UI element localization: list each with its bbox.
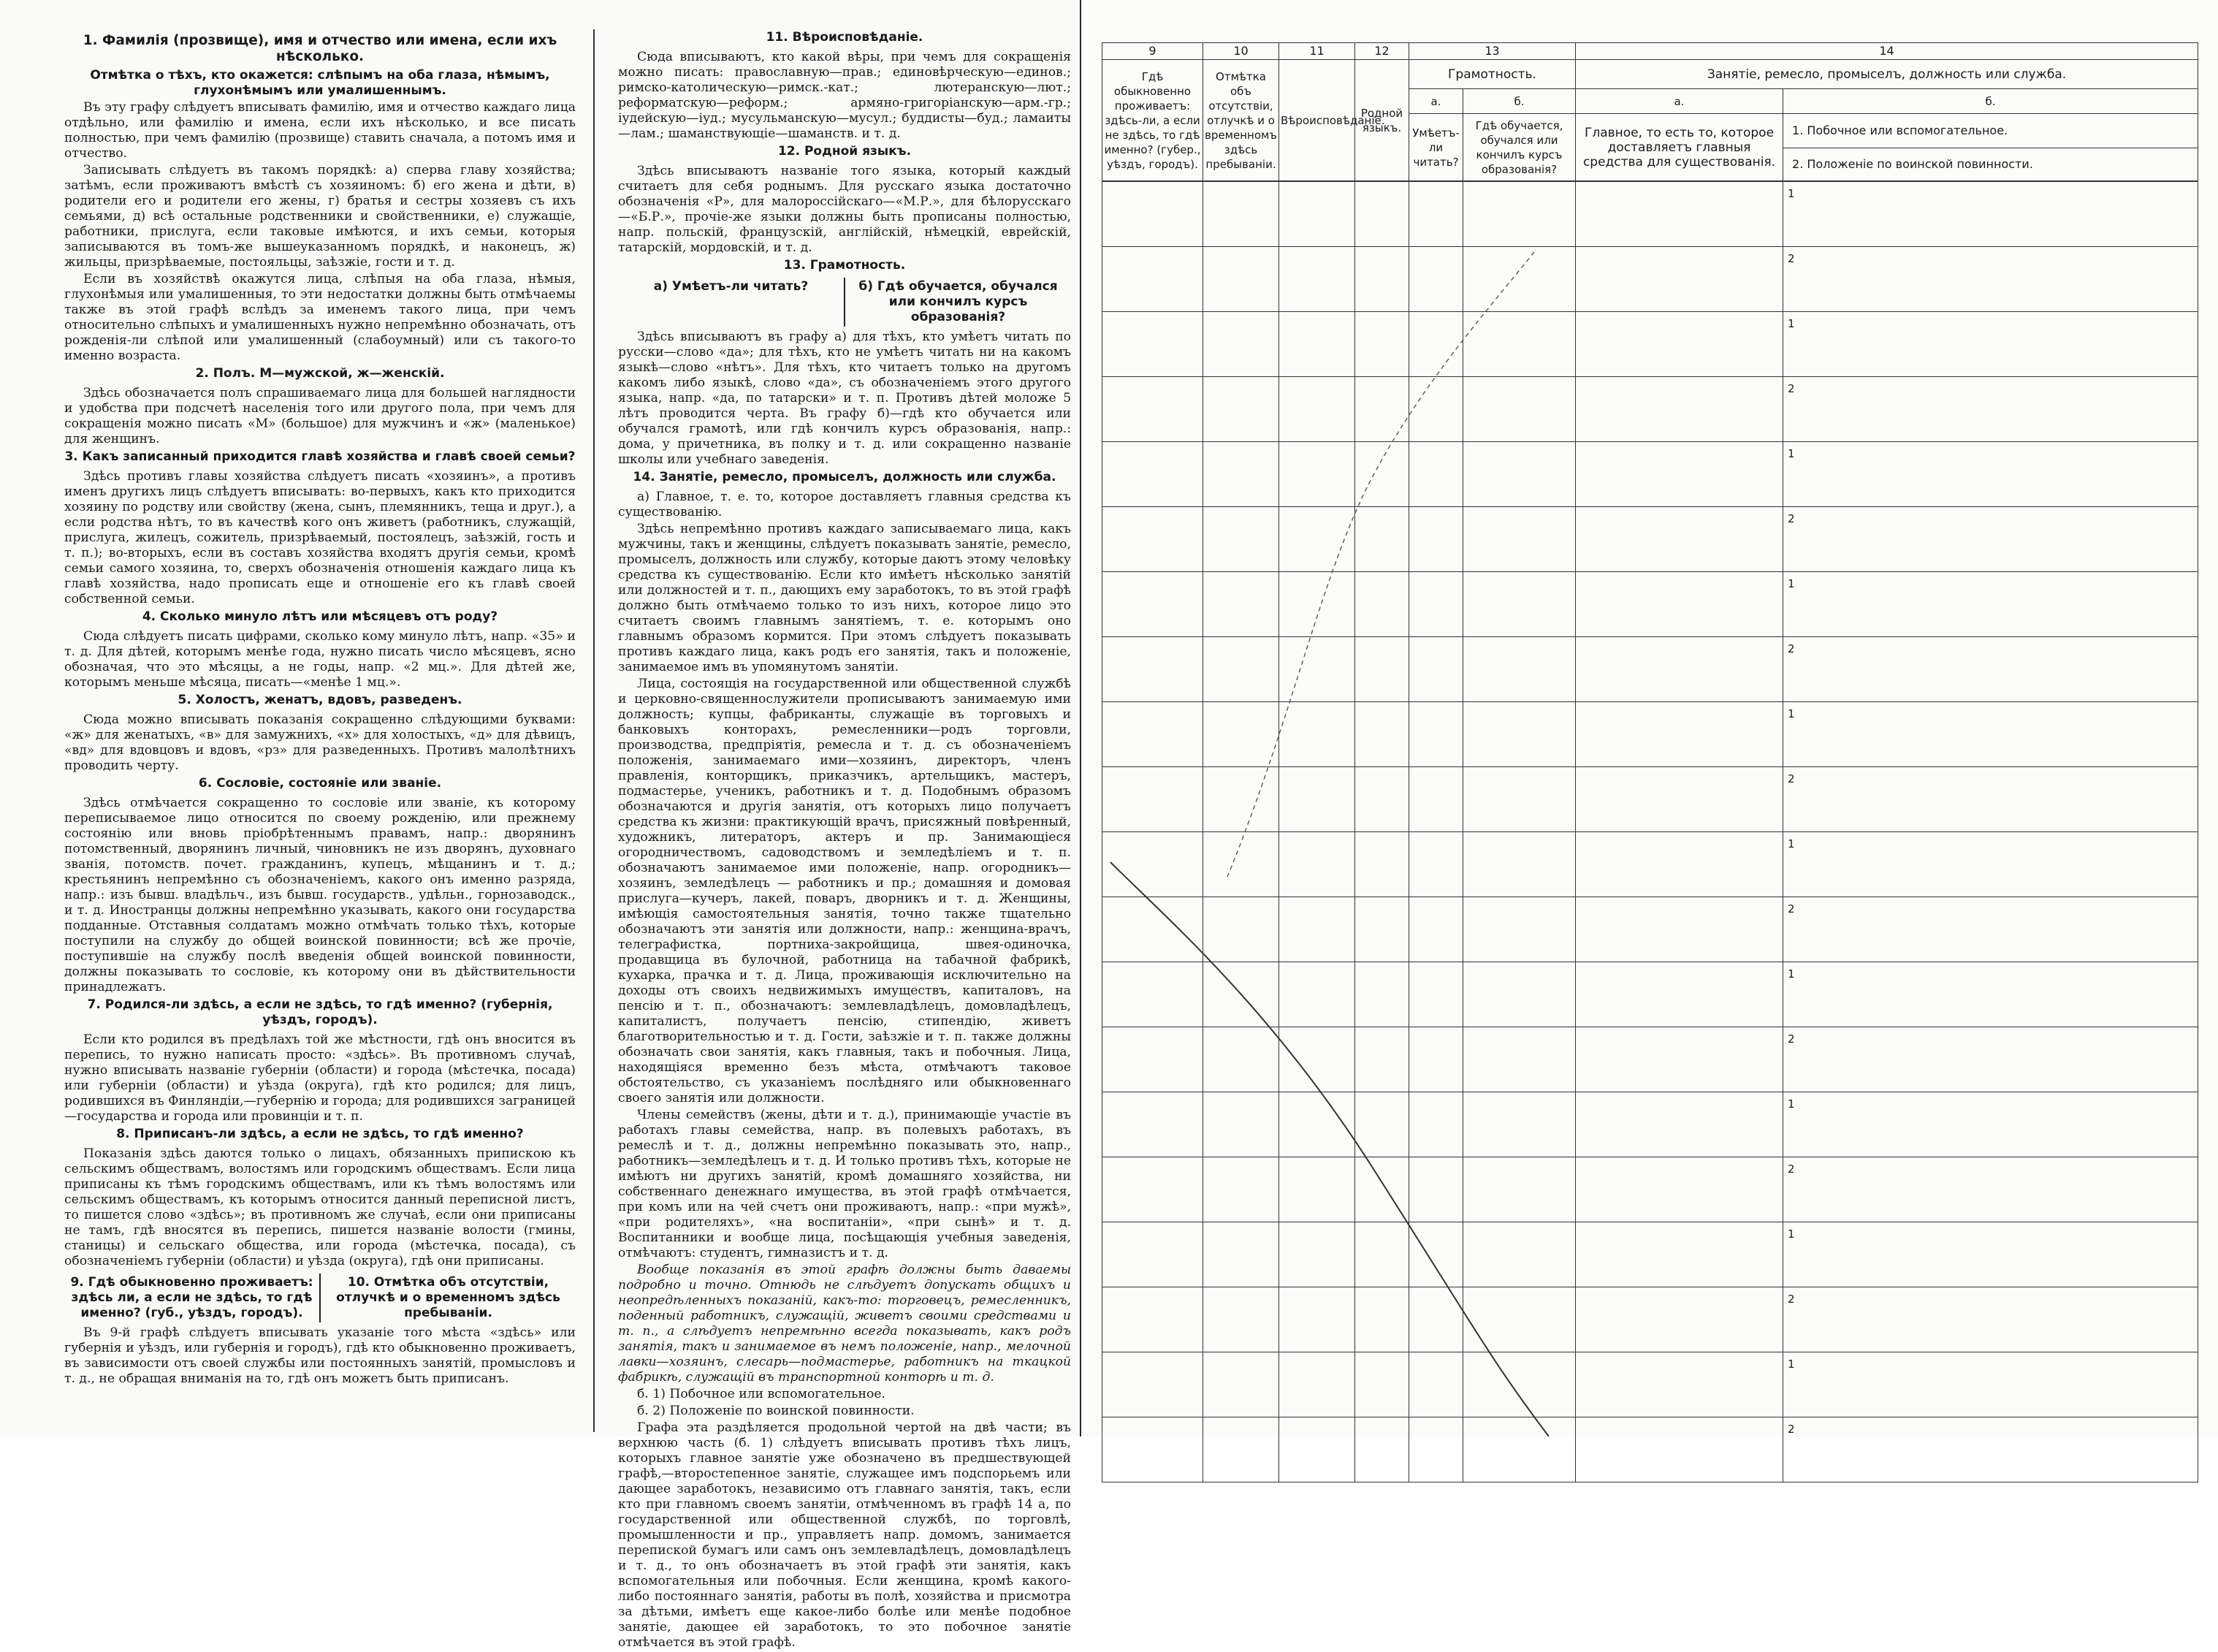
entry-cell[interactable] — [1279, 247, 1355, 312]
entry-cell[interactable] — [1102, 832, 1203, 897]
entry-cell[interactable] — [1576, 182, 1783, 247]
section-4-text: Сюда слѣдуетъ писать цифрами, сколько кому минуло лѣтъ, напр. «35» и т. д. Для дѣтей, которымъ менѣе года, нужно писать число мѣсяцевъ, ясно обозначая, что это мѣсяцы, а не годы, напр. «2 мц.». Для дѣтей же, которымъ меньше мѣсяца, писать—«менѣе 1 мц.». — [64, 629, 576, 690]
entry-cell[interactable] — [1203, 312, 1279, 377]
section-1-text: Въ эту графу слѣдуетъ вписывать фамилію, имя и отчество каждаго лица отдѣльно, или фамилію и имена, если ихъ нѣсколько, и все писать полностью, при чемъ фамилію (прозвище) ставить сначала, а потомъ имя и отчество. — [64, 100, 576, 161]
entry-cell[interactable] — [1355, 1157, 1409, 1222]
row-sub-label: 2 — [1788, 772, 1795, 785]
entry-cell-occupation-b[interactable] — [1783, 1222, 2198, 1287]
entry-cell[interactable] — [1409, 1157, 1463, 1222]
section-14-text: Лица, состоящія на государственной или общественной службѣ и церковно-священнослужители прописываютъ занимаемую ими должность; купцы, фабриканты, служащіе въ торговыхъ и банковыхъ конторахъ, ремесленники—родъ торговли, производства, предпріятія, ремесла и т. д. съ обозначеніемъ положенія, занимаемаго ими—хозяинъ, директоръ, членъ правленія, конторщикъ, приказчикъ, артельщикъ, мастеръ, подмастерье, ученикъ, работникъ и т. д. Подобнымъ образомъ обозначаются и другія занятія, отъ которыхъ лицо получаетъ средства къ жизни: практикующій врачъ, присяжный повѣренный, художникъ, литераторъ, актеръ и пр. Занимающіеся огородничествомъ, садоводствомъ и земледѣліемъ и т. п. обозначаютъ занимаемое ими положеніе, напр. огородникъ—хозяинъ, земледѣлецъ — работникъ и пр.; домашняя и домовая прислуга—кучеръ, лакей, поваръ, дворникъ и т. д. Женщины, имѣющія самостоятельныя занятія, точно также тщательно обозначаютъ эти занятія или должности, напр.: женщина-врачъ, телеграфистка, портниха-закройщица, швея-одиночка, продавщица въ булочной, работница на табачной фабрикѣ, кухарка, прачка и т. д. Лица, проживающія исключительно на доходы отъ своихъ недвижимыхъ имуществъ, капиталовъ, на пенсію и т. п., обозначаютъ: землевладѣлецъ, домовладѣлецъ, капиталистъ, получаетъ пенсію, стипендію, живетъ благотворительностью и т. д. Гости, заѣзжіе и т. п. также должны обозначать свои занятія, какъ главныя, такъ и побочныя. Лица, находящіяся временно безъ мѣста, отмѣчаютъ таковое обстоятельство, съ указаніемъ послѣдняго или обыкновеннаго своего занятія или должности. — [618, 677, 1071, 1105]
col-num-10: 10 — [1203, 43, 1279, 60]
header-occupation-b-split — [1783, 114, 2198, 181]
entry-cell[interactable] — [1576, 1287, 1783, 1352]
entry-cell[interactable] — [1409, 1287, 1463, 1352]
entry-cell[interactable] — [1463, 442, 1576, 507]
section-14-text: Здѣсь непремѣнно противъ каждаго записываемаго лица, какъ мужчины, такъ и женщины, слѣдуетъ показывать занятіе, ремесло, промыселъ, должность или службу, которые даютъ этому человѣку средства къ существованію. Если кто имѣетъ нѣсколько занятій или должностей и т. п., дающихъ ему заработокъ, то въ этой графѣ должно быть отмѣчаемо только то изъ нихъ, которое лицо это считаетъ своимъ главнымъ занятіемъ, т. е. которымъ оно главнымъ образомъ кормится. При этомъ слѣдуетъ показывать противъ каждаго лица, какъ родъ его занятія, такъ и положеніе, занимаемое имъ въ упомянутомъ занятіи. — [618, 522, 1071, 674]
row-sub-label: 2 — [1788, 1162, 1795, 1176]
section-3-title: 3. Какъ записанный приходится главѣ хозяйства и главѣ своей семьи? — [64, 449, 576, 464]
section-13a-title: а) Умѣетъ-ли читать? — [618, 278, 845, 327]
entry-cell[interactable] — [1409, 832, 1463, 897]
entry-cell[interactable] — [1355, 767, 1409, 832]
entry-cell[interactable] — [1409, 1417, 1463, 1482]
entry-cell[interactable] — [1576, 312, 1783, 377]
col-num-9: 9 — [1102, 43, 1203, 60]
entry-cell[interactable] — [1279, 1352, 1355, 1417]
table-row — [1102, 637, 2198, 702]
entry-cell[interactable] — [1203, 962, 1279, 1027]
entry-cell[interactable] — [1279, 377, 1355, 442]
entry-cell[interactable] — [1203, 1027, 1279, 1092]
entry-cell[interactable] — [1355, 1287, 1409, 1352]
entry-cell[interactable] — [1102, 637, 1203, 702]
section-1-text: Если въ хозяйствѣ окажутся лица, слѣпыя на оба глаза, нѣмыя, глухонѣмыя или умалишенныя, то эти недостатки должны быть отмѣчаемы также въ этой графѣ вслѣдъ за именемъ такого лица, при чемъ относительно слѣпыхъ и умалишенныхъ нужно непремѣнно обозначать, отъ рожденія-ли слѣпой или умалишенный (слабоумный) или съ такого-то именно возраста. — [64, 272, 576, 363]
entry-cell[interactable] — [1576, 507, 1783, 572]
entry-cell[interactable] — [1203, 507, 1279, 572]
entry-cell[interactable] — [1576, 1092, 1783, 1157]
entry-cell[interactable] — [1463, 1417, 1576, 1482]
entry-cell[interactable] — [1463, 637, 1576, 702]
entry-cell[interactable] — [1102, 1092, 1203, 1157]
entry-cell[interactable] — [1102, 1417, 1203, 1482]
row-sub-label: 2 — [1788, 902, 1795, 916]
entry-cell[interactable] — [1463, 897, 1576, 962]
entry-cell[interactable] — [1463, 832, 1576, 897]
row-sub-label: 1 — [1788, 1358, 1795, 1371]
entry-cell[interactable] — [1409, 897, 1463, 962]
column-divider — [593, 29, 595, 1432]
entry-cell[interactable] — [1576, 637, 1783, 702]
table-row — [1102, 1027, 2198, 1092]
table-row — [1102, 962, 2198, 1027]
entry-cell[interactable] — [1203, 1287, 1279, 1352]
entry-cell[interactable] — [1203, 702, 1279, 767]
section-1-subtitle: Отмѣтка о тѣхъ, кто окажется: слѣпымъ на оба глаза, нѣмымъ, глухонѣмымъ или умалишеннымъ. — [90, 68, 550, 98]
entry-cell[interactable] — [1355, 247, 1409, 312]
entry-cell[interactable] — [1203, 182, 1279, 247]
entry-cell[interactable] — [1576, 1352, 1783, 1417]
section-14-b2: б. 2) Положеніе по воинской повинности. — [637, 1404, 915, 1418]
entry-cell[interactable] — [1576, 1417, 1783, 1482]
entry-cell[interactable] — [1355, 507, 1409, 572]
table-row — [1102, 312, 2198, 377]
entry-cell[interactable] — [1203, 572, 1279, 637]
col-num-12: 12 — [1355, 43, 1409, 60]
section-9-title: 9. Гдѣ обыкновенно проживаетъ: здѣсь ли, а если не здѣсь, то гдѣ именно? (губ., уѣздъ, городъ). — [64, 1274, 321, 1322]
section-5-text: Сюда можно вписывать показанія сокращенно слѣдующими буквами: «ж» для женатыхъ, «в» для замужнихъ, «х» для холостыхъ, «д» для дѣвицъ, «вд» для вдовцовъ и вдовъ, «рз» для разведенныхъ. Противъ малолѣтнихъ проводить черту. — [64, 712, 576, 773]
entry-cell[interactable] — [1203, 897, 1279, 962]
entry-cell[interactable] — [1279, 1027, 1355, 1092]
header-literacy-b: б. — [1463, 89, 1576, 114]
entry-cell[interactable] — [1279, 962, 1355, 1027]
entry-cell[interactable] — [1203, 442, 1279, 507]
entry-cell[interactable] — [1576, 1222, 1783, 1287]
row-sub-label: 2 — [1788, 1293, 1795, 1306]
table-row — [1102, 1157, 2198, 1222]
section-13-header — [618, 278, 1071, 327]
entry-cell[interactable] — [1355, 377, 1409, 442]
entry-cell[interactable] — [1279, 767, 1355, 832]
section-12-text: Здѣсь вписываютъ названіе того языка, который каждый считаетъ для себя роднымъ. Для русскаго языка достаточно обозначенія «Р», для малороссійскаго—«М.Р.», для бѣлорусскаго—«Б.Р.», прочіе-же языки должны быть прописаны полностью, напр. польскій, французскій, англійскій, нѣмецкій, еврейскій, татарскій, мордовскій, и т. д. — [618, 164, 1071, 255]
entry-cell[interactable] — [1409, 702, 1463, 767]
entry-cell[interactable] — [1279, 832, 1355, 897]
entry-cell[interactable] — [1102, 507, 1203, 572]
entry-cell-occupation-b[interactable] — [1783, 962, 2198, 1027]
section-14-text: Графа эта раздѣляется продольной чертой на двѣ части; въ верхнюю часть (б. 1) слѣдуетъ вписывать противъ тѣхъ лицъ, которыхъ главное занятіе уже обозначено въ предшествующей графѣ,—второстепенное занятіе, служащее имъ подспорьемъ или дающее заработокъ, независимо отъ главнаго занятія, такъ, если кто при главномъ своемъ занятіи, отмѣченномъ въ графѣ 14 а, по государственной или общественной службѣ, по торговлѣ, промышленности и пр., управляетъ напр. домомъ, занимается перепиской бумагъ или самъ онъ землевладѣлецъ, домовладѣлецъ и т. д., то онъ обозначаетъ въ этой графѣ эти занятія, какъ вспомогательныя или побочныя. Если женщина, кромѣ какого-либо постояннаго занятія, работы въ полѣ, хозяйства и присмотра за дѣтьми, имѣетъ еще какое-либо болѣе или менѣе подобное занятіе, дающее ей заработокъ, то это побочное занятіе отмѣчается въ этой графѣ. — [618, 1420, 1071, 1650]
section-8-text: Показанія здѣсь даются только о лицахъ, обязанныхъ припискою къ сельскимъ обществамъ, волостямъ или городскимъ обществамъ. Если лица приписаны къ тѣмъ городскимъ обществамъ, или къ тѣмъ волостямъ или сельскимъ обществамъ, къ которымъ относится данный переписной листъ, то пишется слово «здѣсь»; въ противномъ же случаѣ, если они приписаны не тамъ, гдѣ вносятся въ перепись, пишется названіе волости (гмины, станицы) и сельскаго общества, или города (мѣстечка, посада), съ обозначеніемъ губерніи (области) и уѣзда (округа), гдѣ они приписаны. — [64, 1146, 576, 1268]
entry-cell[interactable] — [1102, 1157, 1203, 1222]
entry-cell[interactable] — [1279, 1157, 1355, 1222]
entry-cell[interactable] — [1463, 702, 1576, 767]
entry-cell[interactable] — [1463, 1027, 1576, 1092]
section-12-title: 12. Родной языкъ. — [777, 144, 912, 159]
section-1-text: Записывать слѣдуетъ въ такомъ порядкѣ: а) сперва главу хозяйства; затѣмъ, если проживаютъ вмѣстѣ съ хозяиномъ: б) его жена и дѣти, в) родители его и родители его жены, г) братья и сестры хозяевъ съ ихъ семьями, д) всѣ остальные родственники и свойственники, е) служащіе, работники, прислуга, если таковые имѣются, и ихъ семьи, которыя записываются въ томъ-же вышеуказанномъ порядкѣ, и наконецъ, ж) жильцы, призрѣваемые, постояльцы, заѣзжіе, гости и т. д. — [64, 163, 576, 270]
col-num-13: 13 — [1409, 43, 1576, 60]
entry-cell[interactable] — [1102, 702, 1203, 767]
entry-cell[interactable] — [1279, 637, 1355, 702]
entry-cell[interactable] — [1409, 767, 1463, 832]
entry-cell[interactable] — [1576, 767, 1783, 832]
entry-cell[interactable] — [1203, 1417, 1279, 1482]
right-page-form — [1081, 0, 2218, 1436]
header-education: Гдѣ обучается, обучался или кончилъ курсъ образованія? — [1463, 114, 1576, 181]
entry-cell-occupation-b[interactable] — [1783, 1352, 2198, 1417]
row-sub-label: 2 — [1788, 252, 1795, 265]
section-13-title: 13. Грамотность. — [783, 258, 906, 273]
section-11-title: 11. Вѣроисповѣданіе. — [766, 30, 923, 45]
header-secondary-occupation: 1. Побочное или вспомогательное. — [1783, 114, 2198, 148]
entry-cell[interactable] — [1102, 1287, 1203, 1352]
table-row — [1102, 572, 2198, 637]
entry-cell-occupation-b[interactable] — [1783, 1027, 2198, 1092]
section-13b-title: б) Гдѣ обучается, обучался или кончилъ курсъ образованія? — [858, 279, 1058, 324]
header-main-occupation: Главное, то есть то, которое доставляетъ главныя средства для существованія. — [1576, 114, 1783, 181]
entry-cell[interactable] — [1463, 1222, 1576, 1287]
row-sub-label: 2 — [1788, 512, 1795, 525]
table-row — [1102, 897, 2198, 962]
entry-cell[interactable] — [1463, 312, 1576, 377]
entry-cell-occupation-b[interactable] — [1783, 377, 2198, 442]
entry-cell[interactable] — [1279, 442, 1355, 507]
entry-cell[interactable] — [1355, 442, 1409, 507]
entry-cell-occupation-b[interactable] — [1783, 1287, 2198, 1352]
entry-cell[interactable] — [1576, 1157, 1783, 1222]
section-8-title: 8. Приписанъ-ли здѣсь, а если не здѣсь, то гдѣ именно? — [116, 1127, 524, 1141]
header-religion: Вѣроисповѣданіе. — [1279, 60, 1355, 181]
entry-cell[interactable] — [1409, 507, 1463, 572]
table-row — [1102, 1287, 2198, 1352]
entry-cell[interactable] — [1279, 1092, 1355, 1157]
entry-cell[interactable] — [1102, 962, 1203, 1027]
entry-cell[interactable] — [1355, 637, 1409, 702]
entry-cell[interactable] — [1409, 182, 1463, 247]
entry-cell[interactable] — [1463, 1157, 1576, 1222]
header-native-language: Родной языкъ. — [1355, 60, 1409, 181]
table-row — [1102, 182, 2198, 247]
entry-cell[interactable] — [1102, 1027, 1203, 1092]
entry-cell[interactable] — [1463, 507, 1576, 572]
entry-cell[interactable] — [1279, 702, 1355, 767]
entry-cell[interactable] — [1355, 312, 1409, 377]
section-14-title: 14. Занятіе, ремесло, промыселъ, должность или служба. — [633, 470, 1056, 484]
entry-cell[interactable] — [1203, 1352, 1279, 1417]
header-can-read: Умѣетъ-ли читать? — [1409, 114, 1463, 181]
entry-cell[interactable] — [1576, 442, 1783, 507]
row-sub-label: 1 — [1788, 1227, 1795, 1241]
entry-cell[interactable] — [1279, 1222, 1355, 1287]
column-number-row — [1102, 43, 2198, 60]
entry-cell[interactable] — [1409, 1092, 1463, 1157]
row-sub-label: 1 — [1788, 317, 1795, 330]
table-row — [1102, 247, 2198, 312]
entry-cell-occupation-b[interactable] — [1783, 312, 2198, 377]
entry-cell[interactable] — [1576, 832, 1783, 897]
entry-cell[interactable] — [1203, 247, 1279, 312]
section-13-text: Здѣсь вписываютъ въ графу а) для тѣхъ, кто умѣетъ читать по русски—слово «да»; для тѣхъ, кто не умѣетъ читать ни на какомъ языкѣ—слово «нѣтъ». Для тѣхъ, кто читаетъ только на другомъ какомъ либо языкѣ, слово «да», съ обозначеніемъ этого другого языка, напр. «да, по татарски» и т. п. Противъ дѣтей моложе 5 лѣтъ проводится черта. Въ графу б)—гдѣ кто обучается или обучался грамотѣ, или гдѣ кончилъ курсъ образованія, напр.: дома, у причетника, въ полку и т. д. или сокращенно названіе школы или учебнаго заведенія. — [618, 330, 1071, 467]
entry-cell-occupation-b[interactable] — [1783, 1157, 2198, 1222]
entry-cell-occupation-b[interactable] — [1783, 572, 2198, 637]
entry-cell-occupation-b[interactable] — [1783, 637, 2198, 702]
table-row — [1102, 767, 2198, 832]
row-sub-label: 1 — [1788, 967, 1795, 981]
section-2-text: Здѣсь обозначается полъ спрашиваемаго лица для большей наглядности и удобства при подсчетѣ населенія того или другого пола, при чемъ для сокращенія можно писать «М» (большое) для мужчинъ и «ж» (маленькое) для женщинъ. — [64, 386, 576, 446]
row-sub-label: 1 — [1788, 837, 1795, 850]
left-page-instructions — [0, 0, 1081, 1650]
section-7-text: Если кто родился въ предѣлахъ той же мѣстности, гдѣ онъ вносится въ перепись, то нужно написать просто: «здѣсь». Въ противномъ случаѣ, нужно вписывать названіе губерніи (области) и города (мѣстечка, посада) или губерніи (области) и уѣзда (округа), гдѣ кто родился; для лицъ, родившихся въ Финляндіи,—губернію и города; для родившихся заграницей—государства и города или провинціи и т. п. — [64, 1032, 576, 1124]
entry-cell-occupation-b[interactable] — [1783, 897, 2198, 962]
entry-cell[interactable] — [1355, 1352, 1409, 1417]
entry-cell[interactable] — [1279, 1417, 1355, 1482]
row-sub-label: 1 — [1788, 187, 1795, 200]
section-10-title: 10. Отмѣтка объ отсутствіи, отлучкѣ и о временномъ здѣсь пребываніи. — [336, 1275, 560, 1320]
section-9-10-header — [64, 1274, 576, 1322]
entry-cell[interactable] — [1102, 897, 1203, 962]
entry-cell-occupation-b[interactable] — [1783, 767, 2198, 832]
table-row — [1102, 442, 2198, 507]
section-1-title: 1. Фамилія (прозвище), имя и отчество или имена, если ихъ нѣсколько. — [83, 33, 557, 64]
entry-cell[interactable] — [1355, 962, 1409, 1027]
entry-cell[interactable] — [1355, 572, 1409, 637]
row-sub-label: 1 — [1788, 577, 1795, 590]
header-literacy-a: а. — [1409, 89, 1463, 114]
entry-cell[interactable] — [1409, 442, 1463, 507]
entry-cell[interactable] — [1463, 377, 1576, 442]
entry-cell[interactable] — [1102, 312, 1203, 377]
entry-cell-occupation-b[interactable] — [1783, 182, 2198, 247]
entry-cell[interactable] — [1463, 962, 1576, 1027]
section-14-text: Вообще показанія въ этой графѣ должны быть даваемы подробно и точно. Отнюдь не слѣдуетъ допускать общихъ и неопредѣленныхъ показаній, какъ-то: торговецъ, ремесленникъ, поденный работникъ, служащій, живетъ своими средствами и т. п., а слѣдуетъ непремѣнно всегда показывать, какъ родъ занятія, такъ и занимаемое въ немъ положеніе, напр., мелочной лавки—хозяинъ, слесарь—подмастерье, работникъ на ткацкой фабрикѣ, служащій въ транспортной конторѣ и т. д. — [618, 1263, 1071, 1385]
row-sub-label: 2 — [1788, 1032, 1795, 1046]
entry-cell[interactable] — [1463, 247, 1576, 312]
entry-cell[interactable] — [1355, 897, 1409, 962]
entry-cell[interactable] — [1102, 1352, 1203, 1417]
entry-cell-occupation-b[interactable] — [1783, 832, 2198, 897]
section-5-title: 5. Холостъ, женатъ, вдовъ, разведенъ. — [178, 693, 462, 707]
entry-cell[interactable] — [1355, 1417, 1409, 1482]
entry-cell[interactable] — [1409, 377, 1463, 442]
entry-cell[interactable] — [1576, 962, 1783, 1027]
entry-cell[interactable] — [1409, 1027, 1463, 1092]
table-row — [1102, 507, 2198, 572]
entry-cell[interactable] — [1463, 1092, 1576, 1157]
entry-cell[interactable] — [1102, 767, 1203, 832]
entry-cell[interactable] — [1279, 182, 1355, 247]
section-2-title: 2. Полъ. М—мужской, ж—женскій. — [195, 366, 445, 381]
entry-cell[interactable] — [1463, 572, 1576, 637]
entry-cell[interactable] — [1279, 507, 1355, 572]
entry-cell[interactable] — [1409, 572, 1463, 637]
section-14-b1: б. 1) Побочное или вспомогательное. — [637, 1387, 885, 1401]
instructions-column-right — [618, 28, 1071, 1652]
entry-cell[interactable] — [1203, 1092, 1279, 1157]
entry-cell[interactable] — [1355, 1222, 1409, 1287]
col-num-11: 11 — [1279, 43, 1355, 60]
header-absence: Отмѣтка объ отсутствіи, отлучкѣ и о временномъ здѣсь пребываніи. — [1203, 60, 1279, 181]
entry-cell[interactable] — [1576, 1027, 1783, 1092]
entry-cell[interactable] — [1576, 897, 1783, 962]
entry-cell[interactable] — [1279, 897, 1355, 962]
entry-cell-occupation-b[interactable] — [1783, 1417, 2198, 1482]
row-sub-label: 2 — [1788, 642, 1795, 655]
entry-cell[interactable] — [1355, 702, 1409, 767]
entry-cell-occupation-b[interactable] — [1783, 702, 2198, 767]
section-6-text: Здѣсь отмѣчается сокращенно то сословіе или званіе, къ которому переписываемое лицо относится по своему рожденію, или прежнему состоянію или вновь пріобрѣтеннымъ правамъ, напр.: дворянинъ потомственный, дворянинъ личный, чиновникъ не изъ дворянъ, духовнаго званія, потомств. почет. гражданинъ, купецъ, мѣщанинъ и т. д.; крестьянинъ непремѣнно съ обозначеніемъ, какого онъ именно разряда, напр.: изъ бывш. владѣльч., изъ бывш. государств., удѣльн., горнозаводск., и т. д. Иностранцы должны непремѣнно указывать, какого они государства подданные. Отставныя солдатамъ можно отмѣчать только тѣхъ, которые поступили на службу до общей воинской повинности; всѣ же прочіе, поступившіе на службу послѣ введенія общей воинской повинности, должны показывать то сословіе, къ которому они въ дѣйствительности принадлежатъ. — [64, 796, 576, 994]
row-sub-label: 2 — [1788, 1423, 1795, 1436]
entry-cell-occupation-b[interactable] — [1783, 247, 2198, 312]
entry-cell[interactable] — [1409, 1352, 1463, 1417]
entry-cell[interactable] — [1203, 1222, 1279, 1287]
row-sub-label: 1 — [1788, 447, 1795, 460]
entry-cell[interactable] — [1576, 572, 1783, 637]
entry-cell[interactable] — [1409, 637, 1463, 702]
entry-cell[interactable] — [1203, 767, 1279, 832]
row-sub-label: 2 — [1788, 382, 1795, 395]
section-14-subtitle: а) Главное, т. е. то, которое доставляетъ главныя средства къ существованію. — [618, 490, 1071, 519]
entry-cell[interactable] — [1102, 442, 1203, 507]
entry-cell[interactable] — [1355, 1092, 1409, 1157]
entry-cell[interactable] — [1203, 377, 1279, 442]
header-residence: Гдѣ обыкновенно проживаетъ: здѣсь-ли, а если не здѣсь, то гдѣ именно? (губер., уѣздъ, городъ). — [1102, 60, 1203, 181]
entry-cell[interactable] — [1279, 312, 1355, 377]
section-3-text: Здѣсь противъ главы хозяйства слѣдуетъ писать «хозяинъ», а противъ именъ другихъ лицъ слѣдуетъ вписывать: во-первыхъ, какъ кто приходится хозяину по родству или свойству (жена, сынъ, племянникъ, теща и друг.), а если родства нѣтъ, то въ качествѣ кого онъ живетъ (работникъ, служащій, прислуга, жилецъ, сожитель, призрѣваемый, постоялецъ, заѣзжій, гость и т. п.); во-вторыхъ, если въ составъ хозяйства входятъ другія семьи, кромѣ семьи самого хозяина, то, сверхъ обозначенія отношенія каждаго лица къ главѣ хозяйства, надо прописать еще и отношеніе его къ главѣ своей собственной семьи. — [64, 469, 576, 606]
row-sub-label: 1 — [1788, 707, 1795, 720]
table-row — [1102, 702, 2198, 767]
header-occupation: Занятіе, ремесло, промыселъ, должность или служба. — [1576, 60, 2198, 89]
entry-cell-occupation-b[interactable] — [1783, 442, 2198, 507]
entry-cell-occupation-b[interactable] — [1783, 1092, 2198, 1157]
entry-cell[interactable] — [1576, 377, 1783, 442]
census-form-table — [1102, 42, 2198, 1436]
entry-cell[interactable] — [1102, 377, 1203, 442]
entry-cell-occupation-b[interactable] — [1783, 507, 2198, 572]
entry-cell[interactable] — [1279, 1287, 1355, 1352]
entry-cell[interactable] — [1203, 637, 1279, 702]
table-row — [1102, 1417, 2198, 1482]
entry-cell[interactable] — [1463, 1287, 1576, 1352]
row-sub-label: 1 — [1788, 1097, 1795, 1111]
section-7-title: 7. Родился-ли здѣсь, а если не здѣсь, то гдѣ именно? (губернія, уѣздъ, городъ). — [87, 997, 553, 1027]
entry-cell[interactable] — [1203, 1157, 1279, 1222]
entry-cell[interactable] — [1102, 182, 1203, 247]
entry-cell[interactable] — [1409, 1222, 1463, 1287]
section-11-text: Сюда вписываютъ, кто какой вѣры, при чемъ для сокращенія можно писать: православную—прав.; единовѣрческую—единов.; римско-католическую—римск.-кат.; лютеранскую—лют.; реформатскую—реформ.; армяно-григоріанскую—арм.-гр.; іудейскую—іуд.; мусульманскую—мусул.; буддисты—буд.; ламаиты—лам.; шаманствующіе—шаманств. и т. д. — [618, 50, 1071, 141]
entry-cell[interactable] — [1463, 1352, 1576, 1417]
entry-cell[interactable] — [1409, 312, 1463, 377]
section-14-text: Члены семействъ (жены, дѣти и т. д.), принимающіе участіе въ работахъ главы семейства, напр. въ полевыхъ работахъ, въ ремеслѣ и т. д., должны непремѣнно показывать это, напр., работникъ—земледѣлецъ и т. д. И только противъ тѣхъ, которые не имѣютъ ни другихъ занятій, кромѣ домашняго хозяйства, ни собственнаго денежнаго имущества, въ этой графѣ отмѣчается, при комъ или на чей счетъ они проживаютъ, напр.: «при мужѣ», «при родителяхъ», «на воспитаніи», «при сынѣ» и т. д. Воспитанники и вообще лица, посѣщающія учебныя заведенія, отмѣчаютъ: студентъ, гимназистъ и т. д. — [618, 1108, 1071, 1260]
section-9-text: Въ 9-й графѣ слѣдуетъ вписывать указаніе того мѣста «здѣсь» или губернія и уѣздъ, или губернія и городъ), гдѣ кто обыкновенно проживаетъ, въ зависимости отъ своей службы или постоянныхъ занятій, промысловъ и т. д., не обращая вниманія на то, гдѣ онъ можетъ быть приписанъ. — [64, 1325, 576, 1386]
entry-rows — [1102, 181, 2198, 1482]
section-6-title: 6. Сословіе, состояніе или званіе. — [198, 776, 442, 791]
entry-cell[interactable] — [1102, 247, 1203, 312]
col-num-14: 14 — [1576, 43, 2198, 60]
instructions-column-left — [64, 28, 576, 1388]
entry-cell[interactable] — [1409, 247, 1463, 312]
table-row — [1102, 1352, 2198, 1417]
entry-cell[interactable] — [1463, 767, 1576, 832]
table-row — [1102, 1222, 2198, 1287]
header-military-status: 2. Положеніе по воинской повинности. — [1792, 157, 2033, 171]
entry-cell[interactable] — [1355, 182, 1409, 247]
entry-cell[interactable] — [1279, 572, 1355, 637]
table-row — [1102, 1092, 2198, 1157]
entry-cell[interactable] — [1102, 1222, 1203, 1287]
entry-cell[interactable] — [1576, 247, 1783, 312]
header-occupation-a: а. — [1576, 89, 1783, 114]
header-occupation-b: б. — [1783, 89, 2198, 114]
entry-cell[interactable] — [1203, 832, 1279, 897]
entry-cell[interactable] — [1355, 1027, 1409, 1092]
table-row — [1102, 377, 2198, 442]
section-4-title: 4. Сколько минуло лѣтъ или мѣсяцевъ отъ роду? — [142, 609, 498, 624]
entry-cell[interactable] — [1355, 832, 1409, 897]
entry-cell[interactable] — [1576, 702, 1783, 767]
header-literacy: Грамотность. — [1409, 60, 1576, 89]
entry-cell[interactable] — [1463, 182, 1576, 247]
table-row — [1102, 832, 2198, 897]
entry-cell[interactable] — [1409, 962, 1463, 1027]
entry-cell[interactable] — [1102, 572, 1203, 637]
